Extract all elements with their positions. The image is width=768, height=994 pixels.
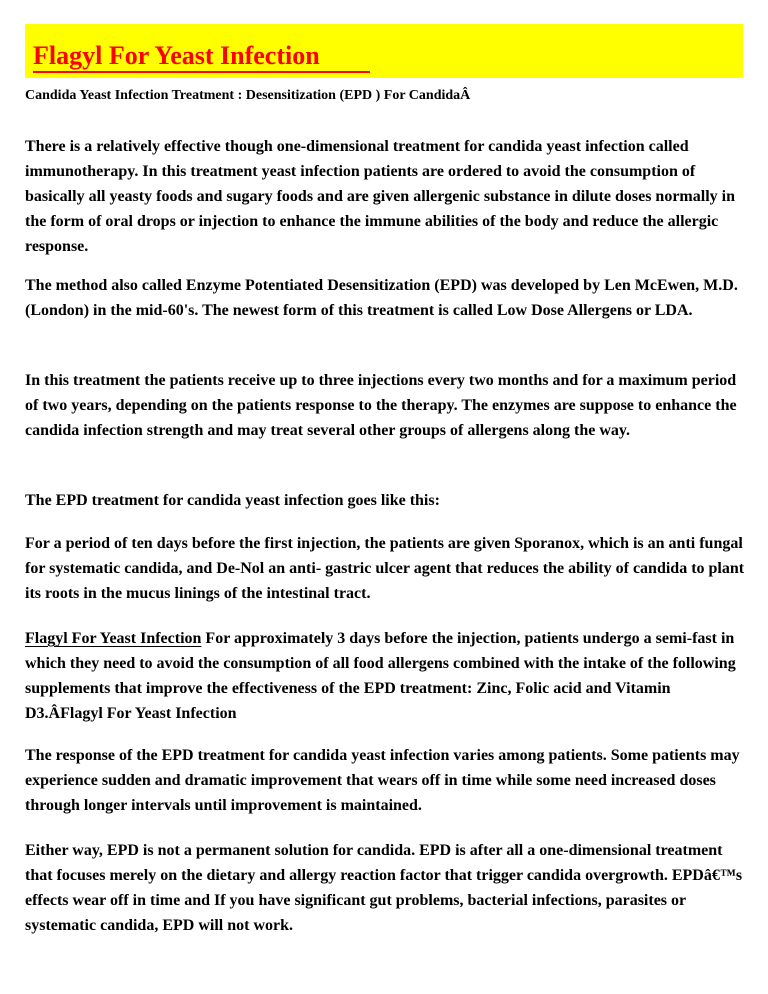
paragraph-5: For a period of ten days before the first injection, the patients are given Sporanox, which is an anti fungal for systematic candida, and De-Nol an anti- gastric ulcer agent that reduces the ability of candida to plant its roots in the mucus linings of the intestinal tract. — [25, 535, 745, 602]
flagyl-link[interactable]: Flagyl For Yeast Infection — [25, 630, 202, 647]
subtitle: Candida Yeast Infection Treatment : Desensitization (EPD ) For CandidaÂ — [25, 88, 471, 103]
paragraph-6-text: For approximately 3 days before the injection, patients undergo a semi-fast in which they need to avoid the consumption of all food allergens combined with the intake of the following supplements that improve the effectiveness of the EPD treatment: Zinc, Folic acid and Vitamin D3.ÂFlagyl For Yeast Infection — [25, 630, 736, 722]
paragraph-8: Either way, EPD is not a permanent solution for candida. EPD is after all a one-dimensional treatment that focuses merely on the dietary and allergy reaction factor that trigger candida overgrowth. EPDâ€™s effects wear off in time and If you have significant gut problems, bacterial infections, parasites or systematic candida, EPD will not work. — [25, 842, 743, 934]
paragraph-6 — [25, 626, 747, 726]
paragraph-1: There is a relatively effective though one-dimensional treatment for candida yeast infection called immunotherapy. In this treatment yeast infection patients are ordered to avoid the consumption of basically all yeasty foods and sugary foods and are given allergenic substance in dilute doses normally in the form of oral drops or injection to enhance the immune abilities of the body and reduce the allergic response. — [25, 138, 735, 255]
paragraph-3: In this treatment the patients receive up to three injections every two months and for a maximum period of two years, depending on the patients response to the therapy. The enzymes are suppose to enhance the candida infection strength and may treat several other groups of allergens along the way. — [25, 372, 737, 439]
paragraph-2: The method also called Enzyme Potentiated Desensitization (EPD) was developed by Len McEwen, M.D. (London) in the mid-60's. The newest form of this treatment is called Low Dose Allergens or LDA. — [25, 277, 738, 319]
page-title[interactable]: Flagyl For Yeast Infection — [33, 41, 320, 70]
title-underline — [33, 71, 370, 73]
paragraph-4: The EPD treatment for candida yeast infection goes like this: — [25, 492, 440, 509]
paragraph-7: The response of the EPD treatment for candida yeast infection varies among patients. Some patients may experience sudden and dramatic improvement that wears off in time while some need increased doses through longer intervals until improvement is maintained. — [25, 747, 740, 814]
